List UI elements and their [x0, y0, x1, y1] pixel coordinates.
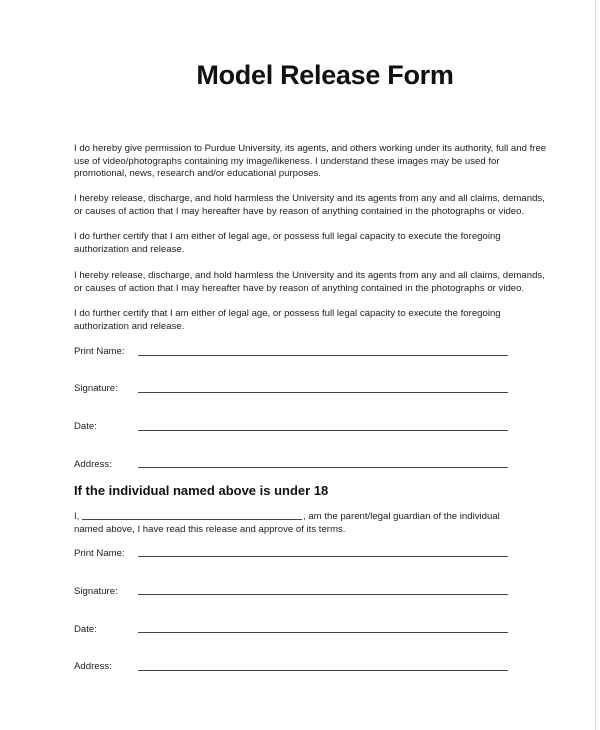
release-paragraph [74, 193, 545, 218]
address-field[interactable] [138, 467, 508, 468]
paragraph-line: I do further certify that I am either of legal age, or possess full legal capacity to execute the foregoing [74, 308, 501, 319]
certify-paragraph [74, 231, 524, 256]
guardian-address-label: Address: [74, 661, 112, 672]
permission-paragraph [74, 143, 547, 181]
guardian-prefix: I, [74, 511, 80, 522]
guardian-name-field[interactable] [82, 519, 302, 520]
print-name-label: Print Name: [74, 346, 125, 357]
paragraph-line: or causes of action that I may hereafter have by reason of anything contained in the photographs or video. [74, 282, 525, 294]
guardian-statement: , am the parent/legal guardian of the individual [303, 511, 500, 522]
paragraph-line: I hereby release, discharge, and hold harmless the University and its agents from any and all claims, demands, [74, 270, 545, 281]
print-name-field[interactable] [138, 355, 508, 356]
signature-field[interactable] [138, 392, 508, 393]
address-label: Address: [74, 459, 112, 470]
paragraph-line: I do further certify that I am either of legal age, or possess full legal capacity to execute the foregoing [74, 231, 501, 242]
date-label: Date: [74, 421, 97, 432]
guardian-signature-label: Signature: [74, 586, 118, 597]
guardian-print-name-field[interactable] [138, 556, 508, 557]
page-edge [595, 0, 596, 730]
guardian-statement-line2: named above, I have read this release and approve of its terms. [74, 524, 346, 535]
release-paragraph [74, 270, 545, 295]
signature-label: Signature: [74, 383, 118, 394]
guardian-date-field[interactable] [138, 632, 508, 633]
paragraph-line: use of video/photographs containing my image/likeness. I understand these images may be used for [74, 155, 500, 167]
paragraph-line: I do hereby give permission to Purdue University, its agents, and others working under its authority, full and free [74, 143, 547, 154]
paragraph-line: authorization and release. [74, 320, 185, 332]
guardian-date-label: Date: [74, 624, 97, 635]
paragraph-line: authorization and release. [74, 243, 185, 255]
certify-paragraph [74, 308, 524, 333]
guardian-signature-field[interactable] [138, 594, 508, 595]
paragraph-line: promotional, news, research and/or educational purposes. [74, 168, 321, 179]
paragraph-line: or causes of action that I may hereafter have by reason of anything contained in the photographs or video. [74, 205, 525, 217]
minor-section-heading: If the individual named above is under 18 [74, 483, 329, 498]
guardian-print-name-label: Print Name: [74, 548, 125, 559]
page-title: Model Release Form [196, 60, 454, 90]
guardian-address-field[interactable] [138, 670, 508, 671]
date-field[interactable] [138, 430, 508, 431]
paragraph-line: I hereby release, discharge, and hold harmless the University and its agents from any and all claims, demands, [74, 193, 545, 204]
